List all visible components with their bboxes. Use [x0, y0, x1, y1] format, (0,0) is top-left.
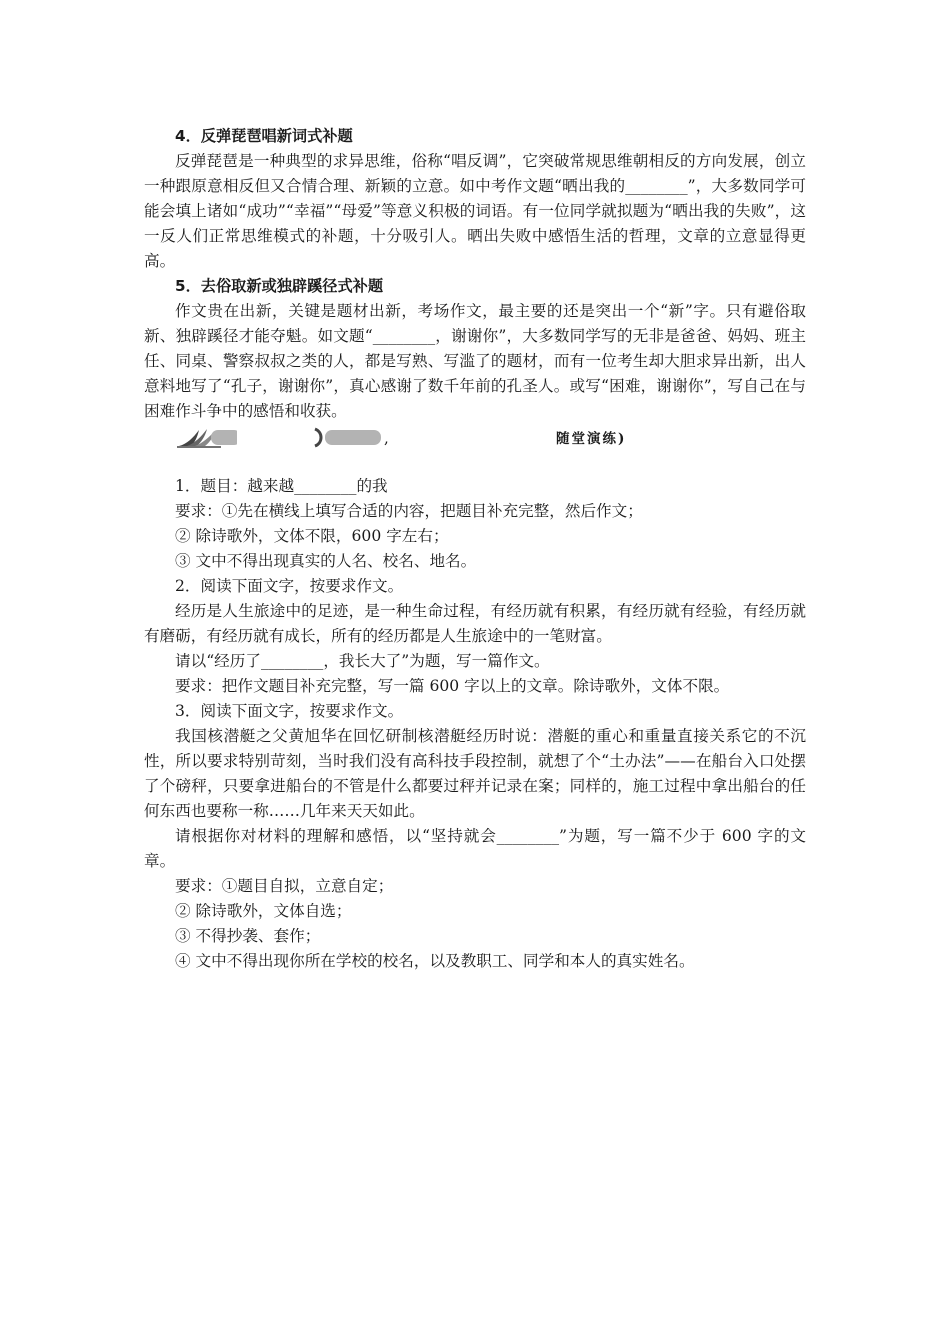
- practice-banner: [144, 426, 806, 450]
- q3-prompt: 请根据你对材料的理解和感悟，以“坚持就会________”为题，写一篇不少于 600 字的文章。: [144, 827, 806, 870]
- q3-requirement-2: ② 除诗歌外，文体自选；: [175, 902, 352, 920]
- q1-requirement-3: ③ 文中不得出现真实的人名、校名、地名。: [175, 552, 477, 570]
- q3-requirement-3: ③ 不得抄袭、套作；: [175, 927, 321, 945]
- banner-title: 随堂演练): [556, 431, 627, 447]
- q3-requirement-1: 要求：①题目自拟，立意自定；: [175, 877, 394, 895]
- section-5-heading: 5．去俗取新或独辟蹊径式补题: [175, 277, 384, 295]
- q1-requirement-1: 要求：①先在横线上填写合适的内容，把题目补充完整，然后作文；: [175, 502, 643, 520]
- q2-material: 经历是人生旅途中的足迹，是一种生命过程，有经历就有积累，有经历就有经验，有经历就有磨砺，有经历就有成长，所有的经历都是人生旅途中的一笔财富。: [144, 602, 806, 645]
- banner-decoration-icon: [177, 426, 383, 448]
- document-page: [144, 124, 806, 974]
- banner-comma: ,: [384, 429, 389, 447]
- q1-title: 1．题目：越来越________的我: [175, 477, 388, 495]
- q2-title: 2．阅读下面文字，按要求作文。: [175, 577, 404, 595]
- section-5-paragraph: 作文贵在出新，关键是题材出新，考场作文，最主要的还是突出一个“新”字。只有避俗取新、独辟蹊径才能夺魁。如文题“________，谢谢你”，大多数同学写的无非是爸爸、妈妈、班主任、同桌、警察叔叔之类的人，都是写熟、写滥了的题材，而有一位考生却大胆求异出新，出人意料地写了“孔子，谢谢你”，真心感谢了数千年前的孔圣人。或写“困难，谢谢你”，写自己在与困难作斗争中的感悟和收获。: [144, 302, 806, 420]
- q2-prompt: 请以“经历了________，我长大了”为题，写一篇作文。: [175, 652, 550, 670]
- q1-requirement-2: ② 除诗歌外，文体不限，600 字左右；: [175, 527, 449, 545]
- q3-requirement-4: ④ 文中不得出现你所在学校的校名，以及教职工、同学和本人的真实姓名。: [175, 952, 695, 970]
- q2-requirement: 要求：把作文题目补充完整，写一篇 600 字以上的文章。除诗歌外，文体不限。: [175, 677, 730, 695]
- q3-title: 3．阅读下面文字，按要求作文。: [175, 702, 404, 720]
- q3-material: 我国核潜艇之父黄旭华在回忆研制核潜艇经历时说：潜艇的重心和重量直接关系它的不沉性，所以要求特别苛刻，当时我们没有高科技手段控制，就想了个“土办法”——在船台入口处摆了个磅秤，只要拿进船台的不管是什么都要过秤并记录在案；同样的，施工过程中拿出船台的任何东西也要称一称……几年来天天如此。: [144, 727, 806, 820]
- section-4-heading: 4．反弹琵琶唱新词式补题: [175, 127, 353, 145]
- section-4-paragraph: 反弹琵琶是一种典型的求异思维，俗称“唱反调”，它突破常规思维朝相反的方向发展，创立一种跟原意相反但又合情合理、新颖的立意。如中考作文题“晒出我的________”，大多数同学可能会填上诸如“成功”“幸福”“母爱”等意义积极的词语。有一位同学就拟题为“晒出我的失败”，这一反人们正常思维模式的补题，十分吸引人。晒出失败中感悟生活的哲理，文章的立意显得更高。: [144, 152, 806, 270]
